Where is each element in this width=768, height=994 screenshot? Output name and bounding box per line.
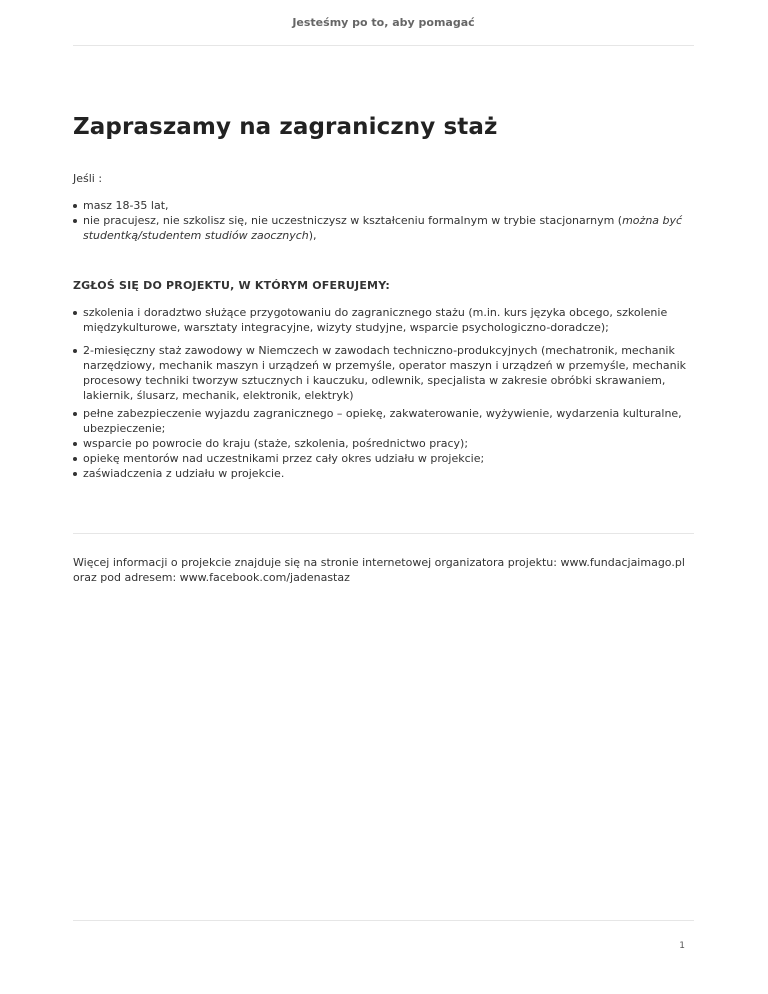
offers-list-1 — [73, 305, 694, 335]
list-item — [73, 198, 694, 213]
document-page — [73, 0, 694, 994]
page-header-title: Jesteśmy po to, aby pomagać — [292, 16, 475, 29]
condition-employment-before: nie pracujesz, nie szkolisz się, nie uczestniczysz w kształceniu formalnym w trybie stacjonarnym ( — [83, 214, 623, 227]
offer-training: szkolenia i doradztwo służące przygotowaniu do zagranicznego stażu (m.in. kurs języka obcego, szkolenie międzykulturowe, warsztaty integracyjne, wizyty studyjne, wsparcie psychologiczno-doradcze); — [83, 306, 668, 334]
condition-employment-italic: można być studentką/studentem studiów zaocznych — [83, 214, 683, 242]
list-item — [73, 406, 694, 436]
list-item — [73, 213, 694, 243]
bullet-icon — [73, 457, 77, 461]
footer-divider — [73, 920, 694, 921]
bullet-icon — [73, 442, 77, 446]
list-item — [73, 436, 694, 451]
page-number: 1 — [679, 941, 685, 951]
condition-employment-after: ), — [308, 229, 317, 242]
bullet-icon — [73, 349, 77, 353]
offers-list-3 — [73, 406, 694, 481]
conditions-list — [73, 198, 694, 243]
offer-support: wsparcie po powrocie do kraju (staże, szkolenia, pośrednictwo pracy); — [83, 437, 469, 450]
list-item — [73, 343, 694, 403]
offer-certificate: zaświadczenia z udziału w projekcie. — [83, 467, 285, 480]
header-divider — [73, 45, 694, 46]
intro-text: Jeśli : — [73, 172, 103, 185]
more-info-text: Więcej informacji o projekcie znajduje się na stronie internetowej organizatora projektu: www.fundacjaimago.pl oraz pod adresem: www.facebook.com/jadenastaz — [73, 556, 685, 584]
offer-mentoring: opiekę mentorów nad uczestnikami przez cały okres udziału w projekcie; — [83, 452, 485, 465]
list-item — [73, 305, 694, 335]
offer-internship: 2-miesięczny staż zawodowy w Niemczech w zawodach techniczno-produkcyjnych (mechatronik, mechanik narzędziowy, mechanik maszyn i urządzeń w przemyśle, operator maszyn i urządzeń w przemyśle, mechanik procesowy techniki tworzyw sztucznych i kauczuku, odlewnik, specjalista w zakresie obróbki skrawaniem, lakiernik, ślusarz, mechanik, elektronik, elektryk) — [83, 344, 687, 402]
bullet-icon — [73, 472, 77, 476]
bullet-icon — [73, 412, 77, 416]
page-title: Zapraszamy na zagraniczny staż — [73, 114, 498, 140]
section-divider — [73, 533, 694, 534]
offer-security: pełne zabezpieczenie wyjazdu zagranicznego – opiekę, zakwaterowanie, wyżywienie, wydarzenia kulturalne, ubezpieczenie; — [83, 407, 682, 435]
bullet-icon — [73, 219, 77, 223]
condition-age: masz 18-35 lat, — [83, 199, 169, 212]
list-item — [73, 451, 694, 466]
offers-list-2 — [73, 343, 694, 403]
bullet-icon — [73, 311, 77, 315]
list-item — [73, 466, 694, 481]
offer-heading: ZGŁOŚ SIĘ DO PROJEKTU, W KTÓRYM OFERUJEMY: — [73, 279, 391, 292]
bullet-icon — [73, 204, 77, 208]
